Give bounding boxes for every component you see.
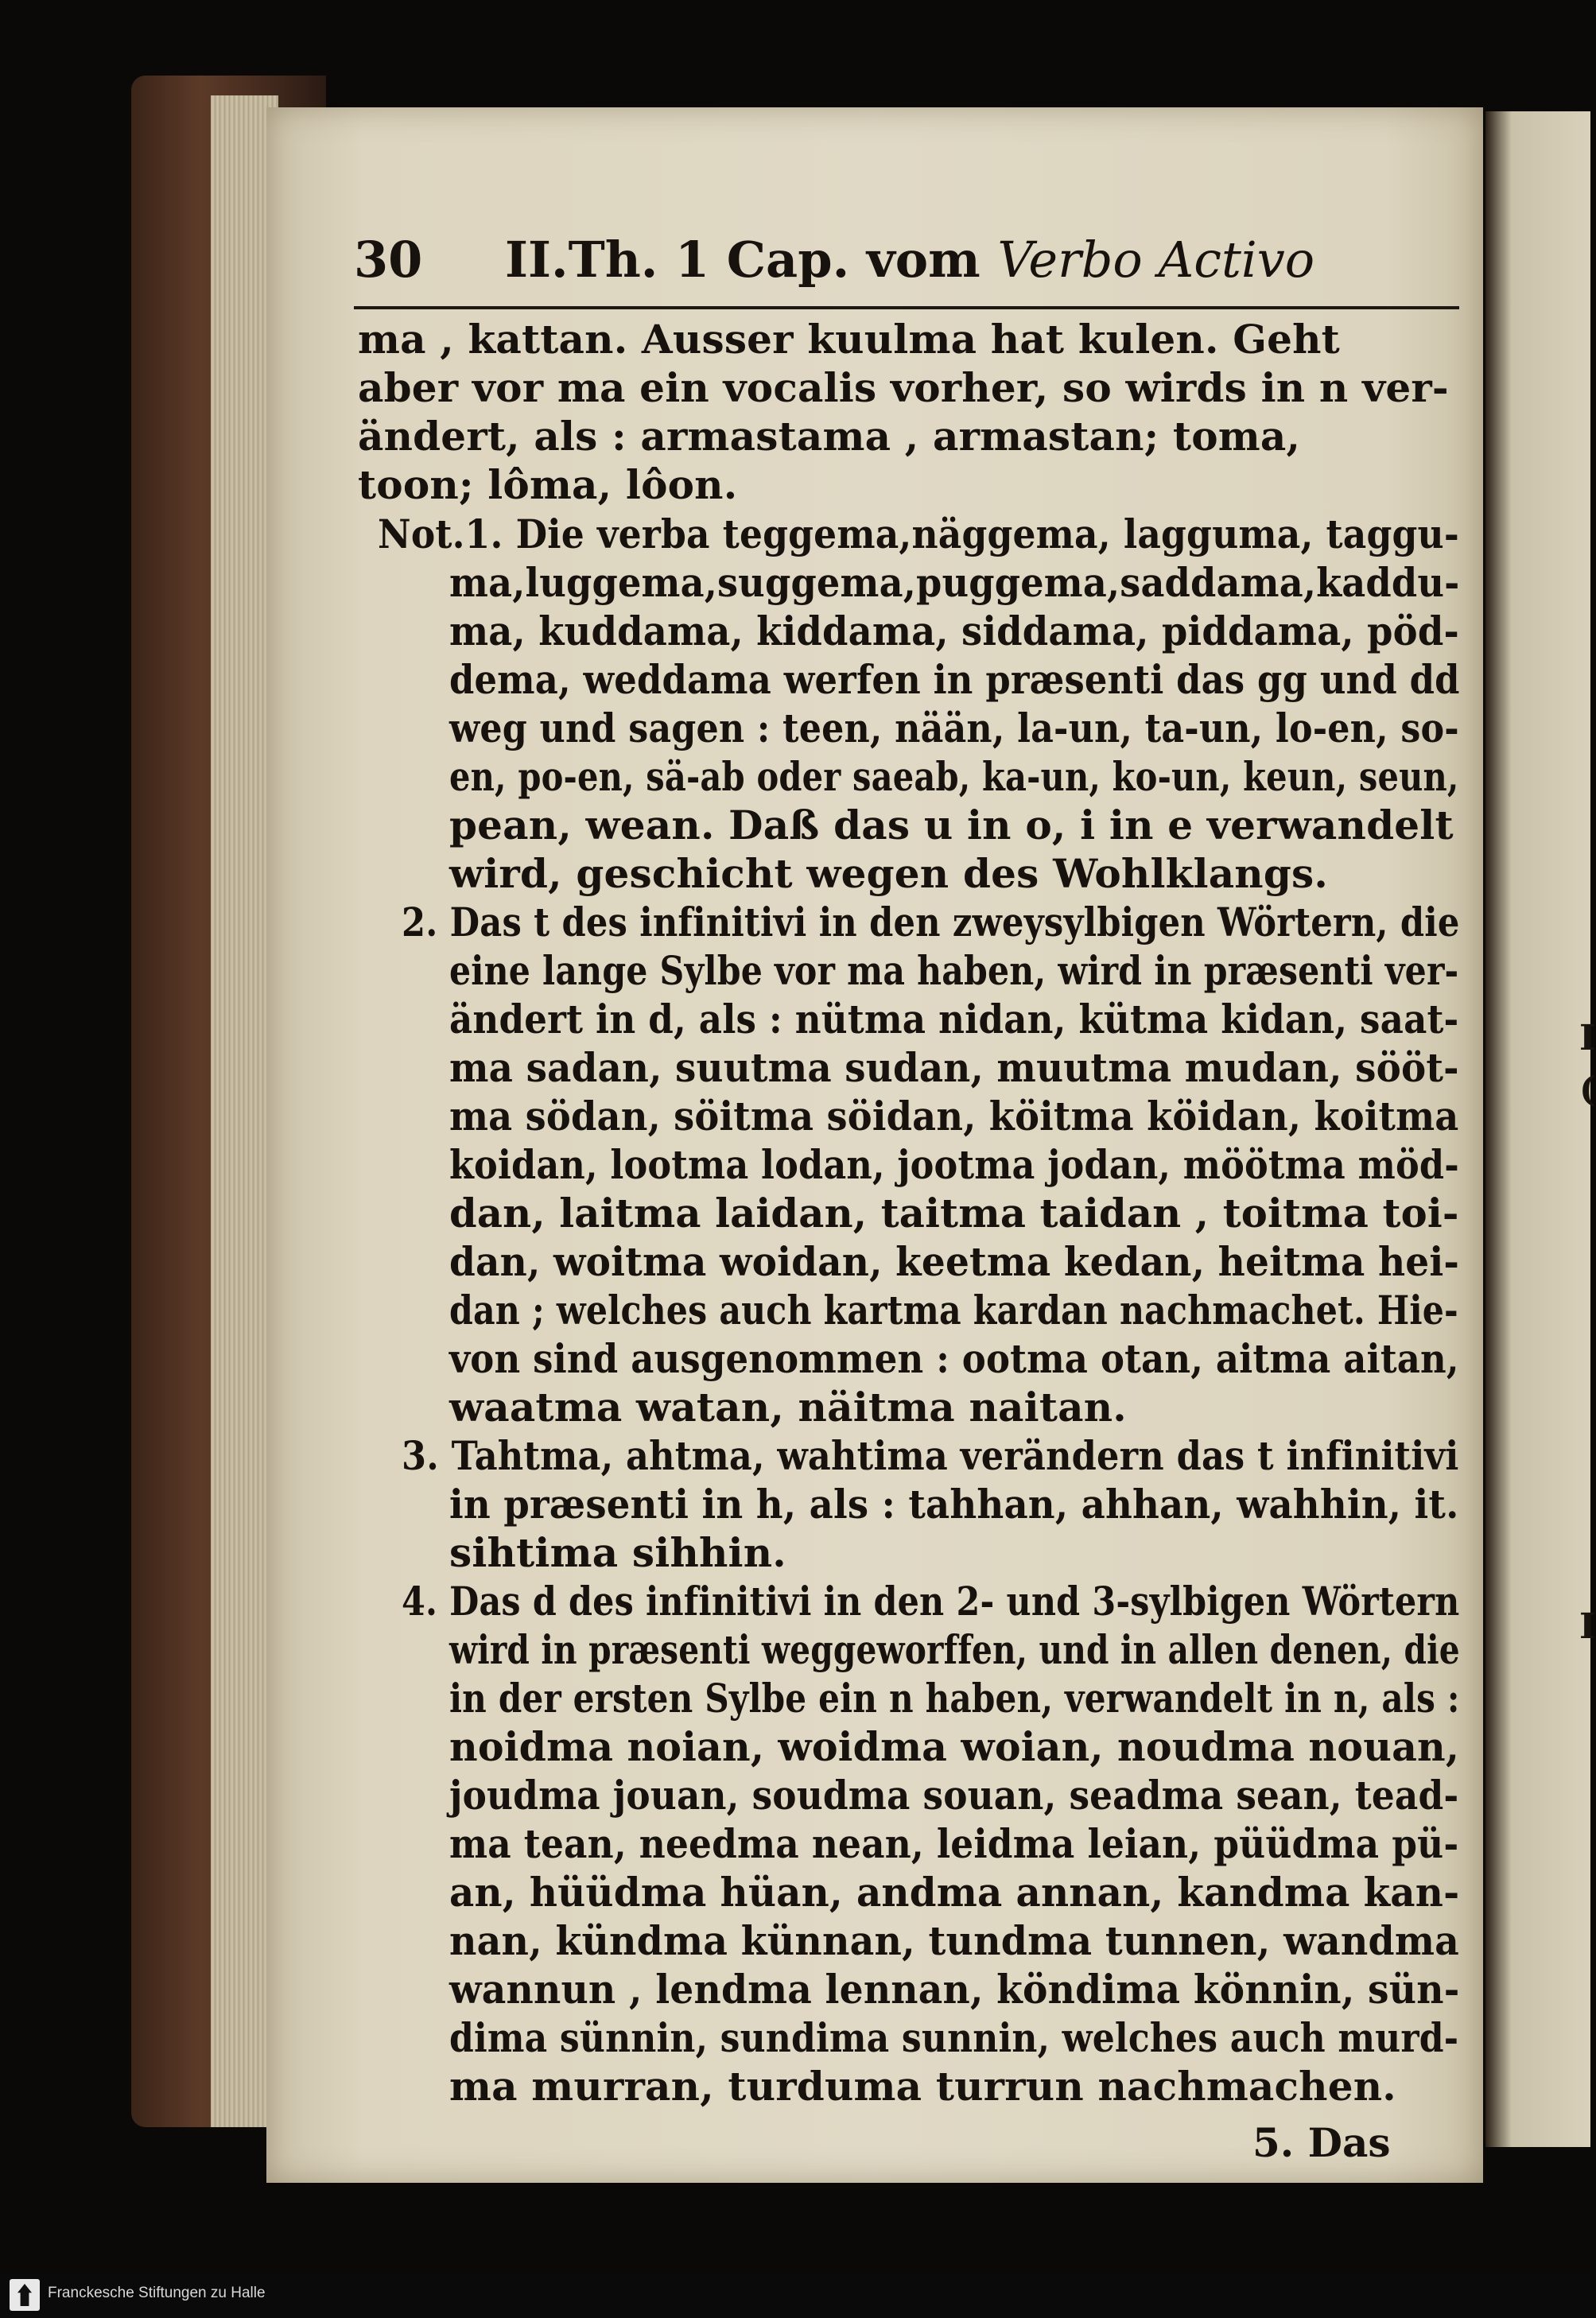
facing-page-mark: I — [1579, 1606, 1596, 1647]
logo-icon — [17, 2284, 32, 2306]
text-line: pean, wean. Daß das u in o, i in e verwandelt — [449, 802, 1454, 848]
running-header — [354, 231, 1483, 306]
text-line: ma, kuddama, kiddama, siddama, piddama, pöd- — [449, 608, 1459, 654]
text-line: wannun , lendma lennan, köndima könnin, sün- — [449, 1966, 1460, 2013]
text-line: ma tean, needma nean, leidma leian, püüdma pü- — [449, 1820, 1459, 1867]
numbered-line: 4. Das d des infinitivi in den 2- und 3-sylbigen Wörtern — [402, 1578, 1460, 1625]
institution-logo — [10, 2279, 40, 2311]
text-line: wird in præsenti weggeworffen, und in allen denen, die — [449, 1626, 1460, 1673]
running-title: II.Th. 1 Cap. vom Verbo Activo — [505, 231, 1315, 289]
text-line: ma södan, söitma söidan, köitma köidan, koitma — [449, 1093, 1459, 1140]
institution-name: Franckesche Stiftungen zu Halle — [48, 2285, 266, 2301]
text-line: dan, woitma woidan, keetma kedan, heitma hei- — [449, 1238, 1460, 1285]
text-line: dan, laitma laidan, taitma taidan , toitma toi- — [449, 1190, 1459, 1237]
footer-bar — [0, 2273, 1590, 2318]
facing-page-mark: ( — [1579, 1070, 1596, 1110]
text-line: ändert, als : armastama , armastan; toma, — [358, 413, 1301, 460]
text-line: dema, weddama werfen in præsenti das gg und dd — [449, 656, 1460, 703]
facing-page-mark: I — [1579, 1018, 1596, 1058]
numbered-line: 2. Das t des infinitivi in den zweysylbigen Wörtern, die — [402, 899, 1460, 945]
catchword: 5. Das — [1252, 2119, 1391, 2166]
text-line: sihtima sihhin. — [449, 1529, 786, 1576]
text-line: dan ; welches auch kartma kardan nachmachet. Hie- — [449, 1287, 1458, 1334]
text-line: en, po-en, sä-ab oder saeab, ka-un, ko-un, keun, seun, — [449, 753, 1459, 800]
text-line: ma murran, turduma turrun nachmachen. — [449, 2063, 1396, 2110]
text-line: ändert in d, als : nütma nidan, kütma kidan, saat- — [449, 996, 1459, 1043]
text-line: in der ersten Sylbe ein n haben, verwandelt in n, als : — [449, 1675, 1460, 1722]
text-line: ma , kattan. Ausser kuulma hat kulen. Geht — [358, 316, 1340, 363]
facing-page-edge — [1485, 111, 1596, 2147]
note-line: Not.1. Die verba teggema,näggema, lagguma, taggu- — [378, 511, 1459, 557]
text-line: ma,luggema,suggema,puggema,saddama,kaddu- — [449, 559, 1460, 606]
text-line: koidan, lootma lodan, jootma jodan, möötma möd- — [449, 1141, 1459, 1188]
text-line: waatma watan, näitma naitan. — [449, 1384, 1127, 1431]
running-title-italic: Verbo Activo — [997, 231, 1315, 289]
text-line: joudma jouan, soudma souan, seadma sean, tead- — [449, 1772, 1459, 1819]
book-page — [266, 107, 1483, 2183]
text-line: nan, kündma künnan, tundma tunnen, wandma — [449, 1917, 1459, 1964]
text-line: toon; lôma, lôon. — [358, 461, 738, 508]
text-line: ma sadan, suutma sudan, muutma mudan, sööt- — [449, 1044, 1459, 1091]
numbered-line: 3. Tahtma, ahtma, wahtima verändern das t infinitivi — [402, 1432, 1459, 1479]
text-line: eine lange Sylbe vor ma haben, wird in præsenti ver- — [449, 947, 1459, 994]
text-line: wird, geschicht wegen des Wohlklangs. — [449, 850, 1328, 897]
text-line: an, hüüdma hüan, andma annan, kandma kan- — [449, 1869, 1460, 1916]
text-line: noidma noian, woidma woian, noudma nouan, — [449, 1723, 1460, 1770]
header-rule — [354, 306, 1459, 309]
text-line: aber vor ma ein vocalis vorher, so wirds in n ver- — [358, 364, 1449, 411]
text-line: weg und sagen : teen, nään, la-un, ta-un, lo-en, so- — [449, 705, 1459, 751]
text-line: von sind ausgenommen : ootma otan, aitma aitan, — [449, 1335, 1459, 1382]
text-line: dima sünnin, sundima sunnin, welches auch murd- — [449, 2014, 1459, 2061]
page-number: 30 — [354, 231, 423, 289]
text-line: in præsenti in h, als : tahhan, ahhan, wahhin, it. — [449, 1481, 1459, 1528]
